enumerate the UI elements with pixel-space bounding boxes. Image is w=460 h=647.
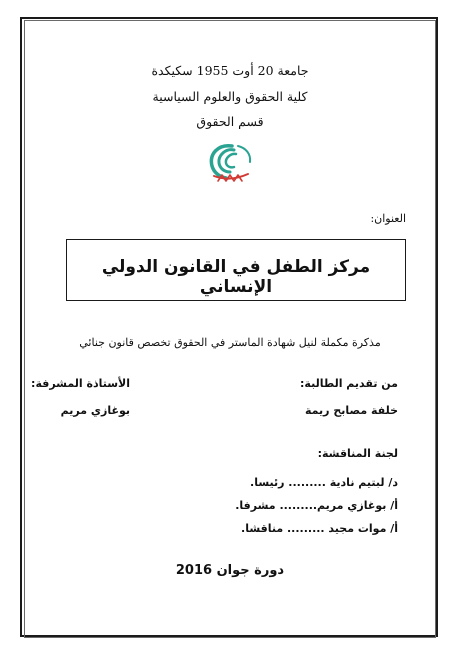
student-label: من تقديم الطالبة: (300, 377, 398, 390)
supervisor-name: بوغازي مريم (60, 404, 130, 417)
university-name: جامعة 20 أوت 1955 سكيكدة (151, 63, 309, 78)
committee-member-2: أ/ بوغازي مريم......... مشرفا. (235, 499, 398, 512)
student-name: خلفة مصابح ريمة (304, 404, 398, 417)
supervisor-label: الأستاذة المشرفة: (31, 377, 130, 390)
thesis-title: مركز الطفل في القانون الدولي الإنساني (101, 257, 371, 297)
title-label: العنوان: (370, 212, 406, 225)
university-logo-icon (204, 140, 256, 186)
committee-member-1: د/ لبتيم نادية ......... رئيسا. (250, 476, 398, 489)
committee-label: لجنة المناقشة: (317, 447, 398, 460)
department-name: قسم الحقوق (196, 114, 264, 129)
page-border-inner (24, 20, 436, 638)
faculty-name: كلية الحقوق والعلوم السياسية (152, 89, 308, 104)
session-date: دورة جوان 2016 (175, 563, 285, 578)
committee-member-3: أ/ موات مجيد ......... مناقشا. (241, 522, 398, 535)
thesis-subtitle: مذكرة مكملة لنيل شهادة الماستر في الحقوق تخصص قانون جنائي (79, 336, 381, 349)
